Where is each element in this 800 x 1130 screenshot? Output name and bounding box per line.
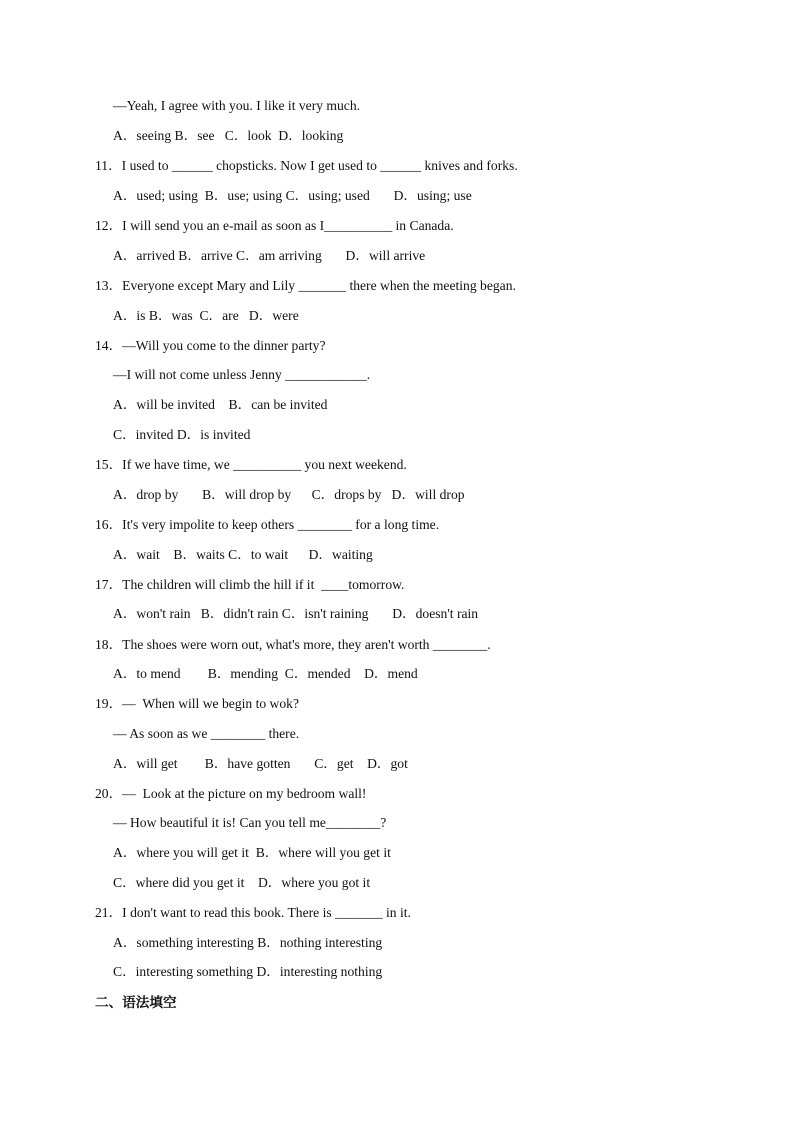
- question-14: 14．—Will you come to the dinner party?: [95, 338, 326, 353]
- question-12: 12．I will send you an e-mail as soon as I__________ in Canada.: [95, 218, 454, 233]
- answer-options: C．invited D．is invited: [113, 427, 251, 442]
- answer-options: A．seeing B．see C．look D．looking: [113, 128, 344, 143]
- answer-options: A．something interesting B．nothing interesting: [113, 935, 383, 950]
- answer-options: A．arrived B．arrive C．am arriving D．will arrive: [113, 248, 426, 263]
- answer-options: A．will be invited B．can be invited: [113, 397, 328, 412]
- question-11: 11．I used to ______ chopsticks. Now I get used to ______ knives and forks.: [95, 158, 518, 173]
- section-heading: 二、语法填空: [95, 995, 177, 1011]
- question-19: 19．— When will we begin to wok?: [95, 696, 299, 711]
- answer-options: A．won't rain B．didn't rain C．isn't raining D．doesn't rain: [113, 606, 479, 621]
- question-13: 13．Everyone except Mary and Lily _______ there when the meeting began.: [95, 278, 516, 293]
- question-16: 16．It's very impolite to keep others ________ for a long time.: [95, 517, 440, 532]
- answer-options: A．will get B．have gotten C．get D．got: [113, 756, 408, 771]
- question-18: 18．The shoes were worn out, what's more, they aren't worth ________.: [95, 637, 491, 652]
- dialogue-line: —I will not come unless Jenny ____________.: [113, 367, 371, 382]
- question-21: 21．I don't want to read this book. There is _______ in it.: [95, 905, 411, 920]
- answer-options: C．where did you get it D．where you got it: [113, 875, 371, 890]
- dialogue-line: — As soon as we ________ there.: [113, 726, 300, 741]
- answer-options: A．drop by B．will drop by C．drops by D．will drop: [113, 487, 465, 502]
- text-line: —Yeah, I agree with you. I like it very much.: [113, 98, 361, 113]
- answer-options: A．used; using B．use; using C．using; used D．using; use: [113, 188, 472, 203]
- answer-options: A．to mend B．mending C．mended D．mend: [113, 666, 418, 681]
- answer-options: A．where you will get it B．where will you get it: [113, 845, 391, 860]
- question-15: 15．If we have time, we __________ you next weekend.: [95, 457, 407, 472]
- answer-options: A．is B．was C．are D．were: [113, 308, 299, 323]
- dialogue-line: — How beautiful it is! Can you tell me________?: [113, 815, 387, 830]
- question-20: 20．— Look at the picture on my bedroom wall!: [95, 786, 367, 801]
- answer-options: C．interesting something D．interesting nothing: [113, 964, 383, 979]
- answer-options: A．wait B．waits C．to wait D．waiting: [113, 547, 373, 562]
- question-17: 17．The children will climb the hill if it ____tomorrow.: [95, 577, 405, 592]
